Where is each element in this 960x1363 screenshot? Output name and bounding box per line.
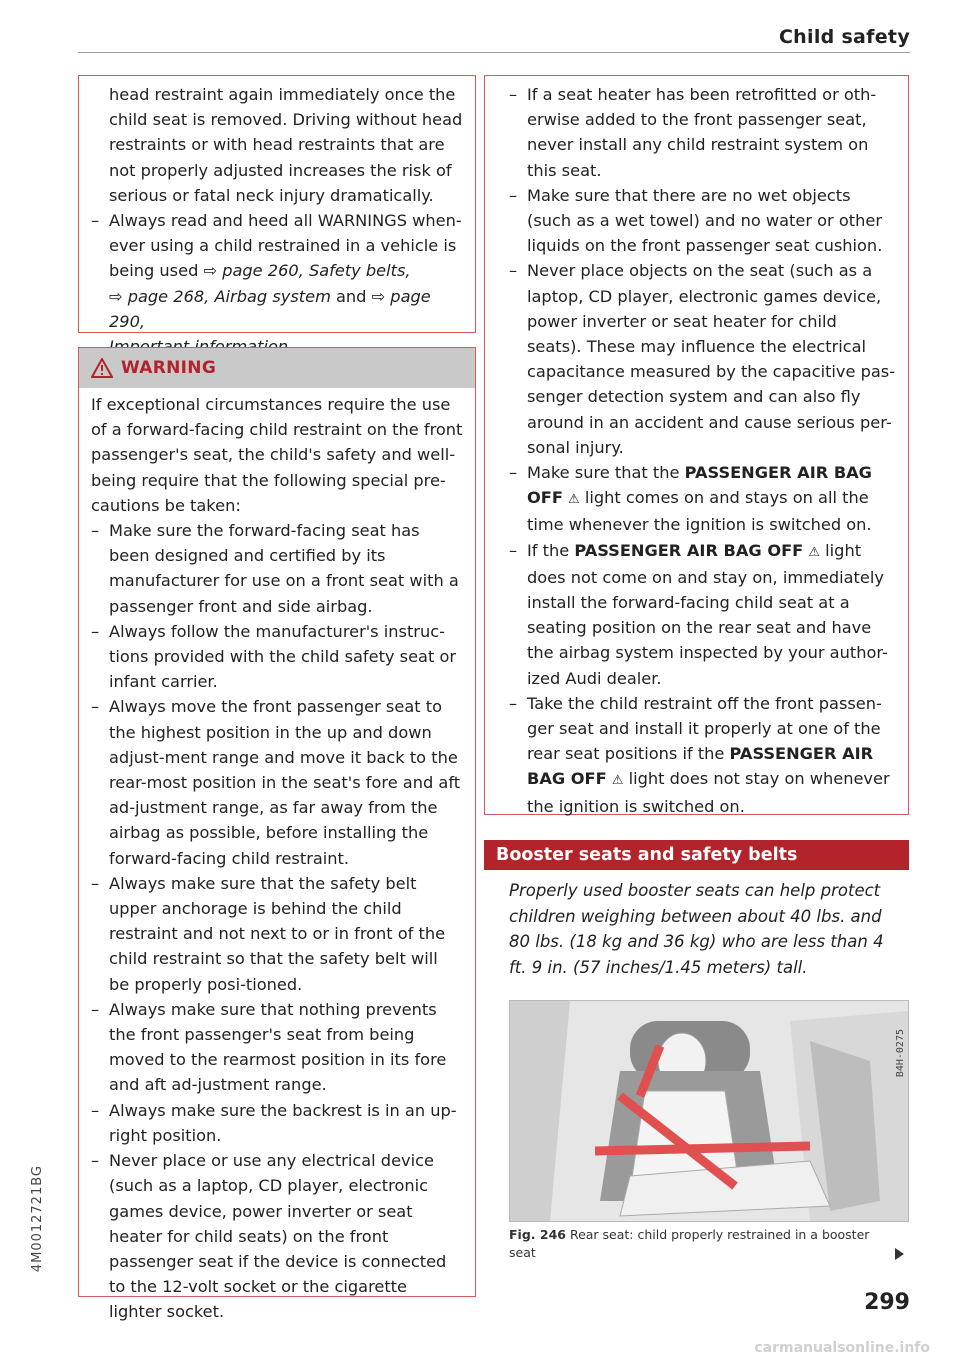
header-rule: [78, 52, 910, 53]
page-reference-link[interactable]: ⇨ page 290,: [109, 286, 431, 331]
page-number: 299: [864, 1290, 910, 1315]
warning-title: WARNING: [121, 358, 217, 378]
list-item: – Make sure that the PASSENGER AIR BAG OFF ⚠ light comes on and stays on all the time whenever the ignition is switched on.: [509, 460, 896, 538]
section-heading: Booster seats and safety belts: [484, 840, 909, 870]
left-continuation-box: [78, 75, 476, 333]
warning-box: [78, 347, 476, 1322]
list-item: – Always read and heed all WARNINGS when-ever using a child restrained in a vehicle is being used ⇨ page 260, Safety belts, ⇨ page 268, Airbag system and ⇨ page 290,: [91, 208, 463, 359]
figure-caption: Fig. 246 Rear seat: child properly restrained in a booster seat: [509, 1227, 870, 1260]
right-warning-continuation-box: [484, 75, 909, 815]
airbag-off-icon: ⚠: [808, 544, 821, 560]
passenger-airbag-off-label: PASSENGER AIR BAG OFF: [527, 744, 874, 789]
list-item: – Always follow the manufacturer's instruc-tions provided with the child safety seat or infant carrier.: [91, 619, 463, 695]
page-header-title: Child safety: [778, 26, 910, 48]
page-reference-link[interactable]: ⇨ page 268, Airbag system: [109, 286, 331, 306]
list-item: – If a seat heater has been retrofitted or oth-erwise added to the front passenger seat, never install any child restraint system on this seat.: [509, 82, 896, 183]
page-reference-link[interactable]: ⇨ page 260, Safety belts,: [203, 261, 411, 281]
right-list: [509, 82, 896, 819]
watermark: carmanualsonline.info: [754, 1340, 930, 1356]
document-code: 4M0012721BG: [30, 1165, 45, 1273]
list-item: – Take the child restraint off the front passen-ger seat and install it properly at one of the rear seat positions if the PASSENGER AIR BAG OFF ⚠ light does not stay on whenever the ignition is switched on.: [509, 691, 896, 819]
list-item: – Always move the front passenger seat to the highest position in the up and down adjust-ment range and move it back to the rear-most position in the seat's fore and aft ad-justment range, as far away from the airbag as possible, before installing the forward-facing child restraint.: [91, 694, 463, 870]
continuation-list: [91, 208, 463, 359]
warning-triangle-icon: [91, 358, 113, 378]
airbag-off-icon: ⚠: [568, 492, 580, 508]
warning-header: [79, 348, 475, 388]
continue-arrow-icon: [895, 1248, 904, 1260]
figure-id: B4H-0275: [895, 1029, 906, 1078]
list-item: – Always make sure that the safety belt upper anchorage is behind the child restraint and not next to or in front of the child restraint so that the safety belt will be properly posi-tioned.: [91, 871, 463, 997]
list-item: – Never place or use any electrical device (such as a laptop, CD player, electronic games device, power inverter or seat heater for child seats) on the front passenger seat if the device is connected to the 12-volt socket or the cigarette lighter socket.: [91, 1148, 463, 1324]
continuation-paragraph: head restraint again immediately once the child seat is removed. Driving without head restraints or with head restraints that are not properly adjusted increases the risk of serious or fatal neck injury dramatically.: [109, 85, 463, 205]
list-item: – Make sure that there are no wet objects (such as a wet towel) and no water or other liquids on the front passenger seat cushion.: [509, 183, 896, 259]
list-item: – Make sure the forward-facing seat has been designed and certified by its manufacturer for use on a front seat with a passenger front and side airbag.: [91, 518, 463, 619]
warning-list: [91, 518, 463, 1325]
list-item: – Always make sure the backrest is in an up-right position.: [91, 1098, 463, 1148]
warning-intro: If exceptional circumstances require the use of a forward-facing child restraint on the front passenger's seat, the child's safety and well-being require that the following special pre-cautions be taken:: [91, 395, 463, 515]
list-item: – Never place objects on the seat (such as a laptop, CD player, electronic games device, power inverter or seat heater for child seats). These may influence the electrical capacitance measured by the capacitive pas-senger detection system and can also fly around in an accident and cause serious per-sonal injury.: [509, 258, 896, 460]
booster-seat-illustration: [510, 1001, 908, 1221]
list-item: – If the PASSENGER AIR BAG OFF ⚠ light does not come on and stay on, immediately install the forward-facing child seat at a seating position on the rear seat and have the airbag system inspected by your author-ized Audi dealer.: [509, 538, 896, 691]
booster-seat-figure: [509, 1000, 909, 1222]
airbag-off-icon: ⚠: [611, 773, 624, 789]
list-item: – Always make sure that nothing prevents the front passenger's seat from being moved to the rearmost position in its fore and aft ad-justment range.: [91, 997, 463, 1098]
passenger-airbag-off-label: PASSENGER AIR BAG OFF: [574, 540, 804, 560]
passenger-airbag-off-label: PASSENGER AIR BAG OFF: [527, 463, 872, 508]
section-intro: Properly used booster seats can help protect children weighing between about 40 lbs. and 80 lbs. (18 kg and 36 kg) who are less than 4 ft. 9 in. (57 inches/1.45 meters) tall.: [509, 881, 884, 977]
